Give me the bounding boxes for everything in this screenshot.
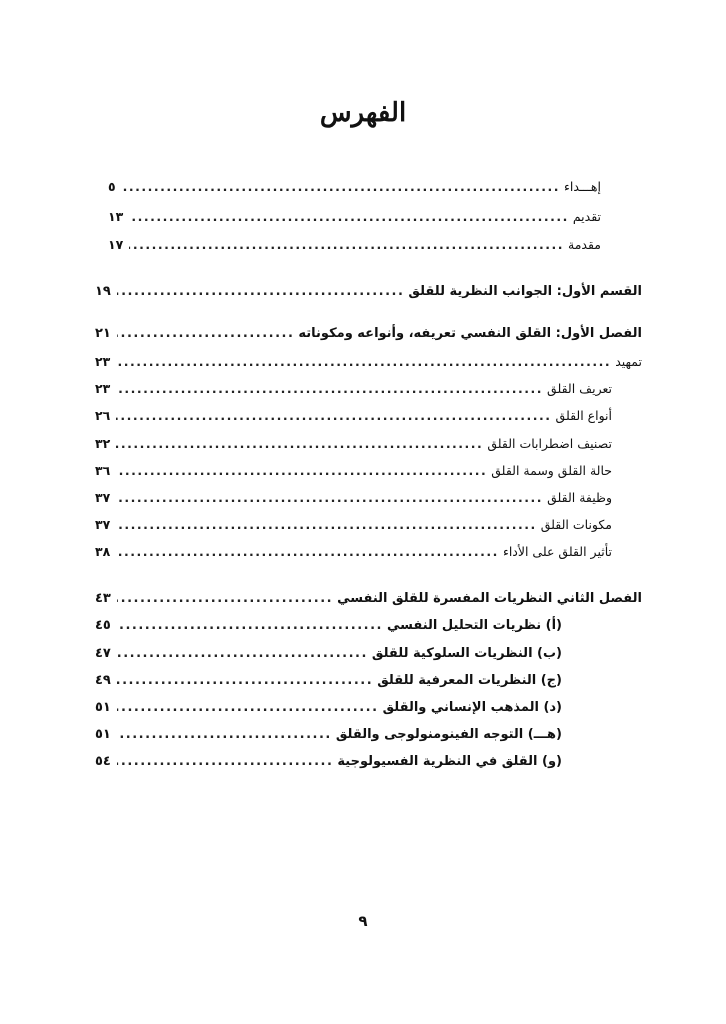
toc-entry-chapter-two xyxy=(95,590,642,608)
toc-entry-label: تقديم xyxy=(572,209,601,224)
toc-entry-label: تعريف القلق xyxy=(547,381,612,396)
toc-leader-dots xyxy=(116,380,543,398)
toc-leader-dots xyxy=(116,353,611,371)
toc-entry xyxy=(95,645,562,663)
toc-entry xyxy=(95,407,612,425)
toc-entry-page: ٥١ xyxy=(95,700,111,715)
toc-leader-dots xyxy=(117,617,383,635)
toc-entry xyxy=(95,753,562,771)
toc-entry-label: (هـــ) التوجه الفينومنولوجى والقلق xyxy=(335,727,562,742)
toc-entry-chapter-one xyxy=(95,325,642,343)
toc-leader-dots xyxy=(116,543,499,561)
toc-leader-dots xyxy=(117,753,334,771)
toc-leader-dots xyxy=(129,236,564,254)
toc-entry-page: ٢٣ xyxy=(95,354,111,369)
toc-entry xyxy=(95,726,562,744)
toc-entry-page: ٢٣ xyxy=(95,381,111,396)
toc-entry-label: تأثير القلق على الأداء xyxy=(502,544,612,559)
toc-entry-preamble xyxy=(95,353,642,371)
toc-entry-preface xyxy=(108,208,601,226)
toc-entry-page: ٢١ xyxy=(95,326,111,341)
toc-entry-label: وظيفة القلق xyxy=(547,490,612,505)
toc-entry-label: القسم الأول: الجوانب النظرية للقلق xyxy=(408,284,642,299)
toc-leader-dots xyxy=(116,516,536,534)
toc-leader-dots xyxy=(117,283,405,301)
toc-entry-page: ٥١ xyxy=(95,727,111,742)
toc-entry xyxy=(95,435,612,453)
toc-entry-label: تمهيد xyxy=(615,354,642,369)
toc-entry xyxy=(95,699,562,717)
page-title: الفهرس xyxy=(319,98,407,128)
toc-entry-page: ٤٧ xyxy=(95,646,111,661)
toc-entry-label: (د) المذهب الإنساني والقلق xyxy=(382,700,562,715)
toc-entry-page: ٣٧ xyxy=(95,490,111,505)
toc-leader-dots xyxy=(116,489,543,507)
toc-entry xyxy=(95,380,612,398)
toc-entry-page: ٤٥ xyxy=(95,618,111,633)
toc-leader-dots xyxy=(116,435,483,453)
toc-leader-dots xyxy=(116,407,551,425)
toc-entry-page: ١٣ xyxy=(108,209,124,224)
toc-entry-label: الفصل الأول: القلق النفسي تعريفه، وأنواعه ومكوناته xyxy=(298,326,642,341)
toc-entry-label: (أ) نظريات التحليل النفسي xyxy=(387,618,562,633)
toc-entry-label: الفصل الثاني النظريات المفسرة للقلق النفسي xyxy=(337,591,642,606)
toc-entry-label: (و) القلق في النظرية الفسيولوجية xyxy=(337,754,562,769)
toc-entry-part-one xyxy=(95,283,642,301)
toc-entry xyxy=(95,672,562,690)
toc-leader-dots xyxy=(117,645,368,663)
toc-entry-label: مكونات القلق xyxy=(540,517,612,532)
toc-entry-label: إهـــداء xyxy=(564,179,601,194)
toc-entry-label: أنواع القلق xyxy=(555,408,612,423)
toc-leader-dots xyxy=(117,726,332,744)
toc-entry-introduction xyxy=(108,236,601,254)
toc-entry-page: ٤٩ xyxy=(95,673,111,688)
toc-entry-page: ٢٦ xyxy=(95,408,111,423)
toc-entry xyxy=(95,462,612,480)
toc-entry xyxy=(95,617,562,635)
toc-entry-page: ٥٤ xyxy=(95,754,111,769)
toc-entry-page: ٤٣ xyxy=(95,591,111,606)
toc-entry-page: ١٧ xyxy=(108,237,124,252)
toc-entry-page: ٣٦ xyxy=(95,463,111,478)
toc-entry-label: (ج) النظريات المعرفية للقلق xyxy=(377,673,562,688)
toc-entry xyxy=(95,489,612,507)
toc-entry-label: مقدمة xyxy=(568,237,601,252)
toc-entry-dedication xyxy=(108,178,601,196)
toc-leader-dots xyxy=(129,208,569,226)
toc-leader-dots xyxy=(117,325,295,343)
page-number: ٩ xyxy=(358,912,368,930)
toc-entry-page: ٣٧ xyxy=(95,517,111,532)
toc-leader-dots xyxy=(116,462,487,480)
toc-entry-page: ٣٨ xyxy=(95,544,111,559)
toc-entry xyxy=(95,543,612,561)
toc-leader-dots xyxy=(117,672,373,690)
toc-leader-dots xyxy=(122,178,560,196)
toc-entry-label: (ب) النظريات السلوكية للقلق xyxy=(371,646,562,661)
toc-entry-page: ٥ xyxy=(108,179,116,194)
toc-entry xyxy=(95,516,612,534)
toc-entry-page: ١٩ xyxy=(95,284,111,299)
toc-leader-dots xyxy=(117,590,333,608)
toc-entry-label: حالة القلق وسمة القلق xyxy=(491,463,612,478)
toc-entry-page: ٣٢ xyxy=(95,436,111,451)
toc-leader-dots xyxy=(117,699,379,717)
toc-entry-label: تصنيف اضطرابات القلق xyxy=(487,436,612,451)
